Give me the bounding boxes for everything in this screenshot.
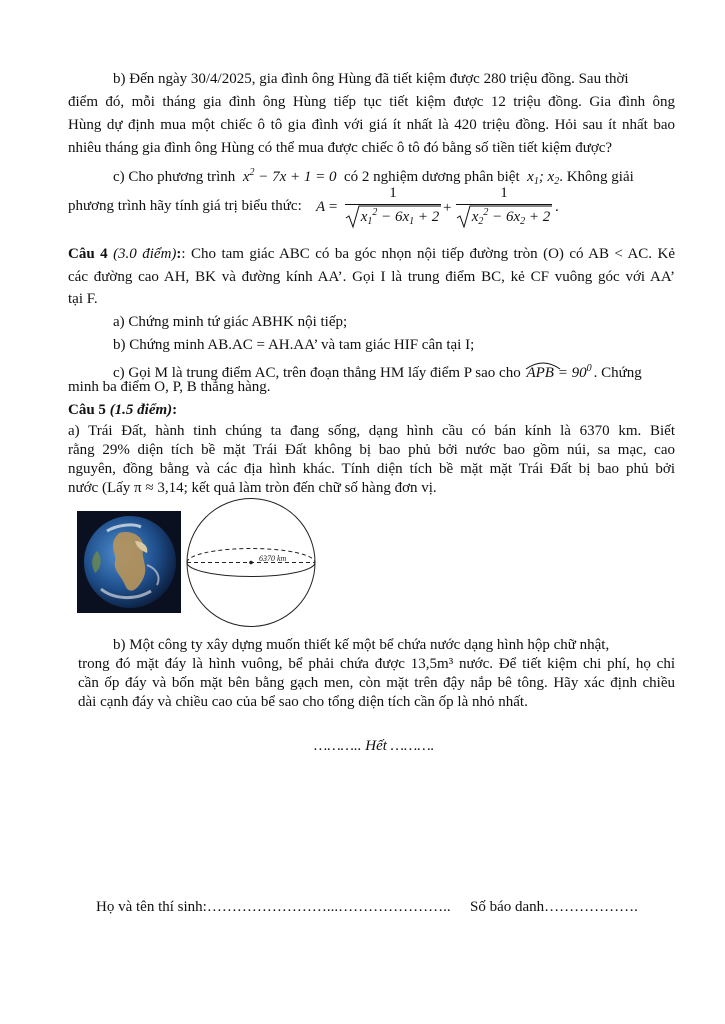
q4-label: Câu 4: [68, 246, 108, 262]
q3c-mid: có 2 nghiệm dương phân biệt: [344, 169, 520, 185]
q4-line-2: các đường cao AH, BK và đường kính AA’. Gọi I là trung điểm BC, kẻ CF vuông góc với AA’: [68, 269, 675, 285]
q5b-line-4: dài cạnh đáy và chiều cao của bể sao cho tổng diện tích cần ốp là nhỏ nhất.: [78, 694, 528, 710]
radius-label: 6370 km: [259, 554, 287, 563]
q4-line-3: tại F.: [68, 291, 98, 307]
fraction-1: 1 $x_1^2 - 6x_1 + 2$: [345, 185, 441, 227]
end-marker: ……….. Hết ……….: [314, 738, 435, 754]
q4-part-c-2: minh ba điểm O, P, B thẳng hàng.: [68, 379, 271, 395]
q5a-line-2: rằng 29% diện tích bề mặt Trái Đất không bị bao phủ bởi nước bao gồm núi, sa mạc, cao: [68, 442, 675, 458]
q4-text-1: : Cho tam giác ABC có ba góc nhọn nội tiếp đường tròn (O) có AB < AC. Kẻ: [181, 246, 675, 262]
fraction-2: 1 $x_2^2 - 6x_2 + 2$: [456, 185, 552, 227]
q5a-line-1: a) Trái Đất, hành tinh chúng ta đang sống, dạng hình cầu có bán kính là 6370 km. Biết: [68, 423, 675, 439]
earth-image: [77, 511, 181, 613]
q4-c-tail: . Chứng: [593, 365, 642, 381]
q3b-line-4: nhiêu tháng gia đình ông Hùng có thể mua được chiếc ô tô đó bằng số tiền tiết kiệm được?: [68, 140, 613, 156]
candidate-number-field: Số báo danh……………….: [470, 899, 638, 915]
angle-APB: APB = $90^0$: [524, 365, 593, 381]
sqrt-symbol-1: [345, 205, 441, 229]
q3b-line-1: b) Đến ngày 30/4/2025, gia đình ông Hùng đã tiết kiệm được 280 triệu đồng. Sau thời: [113, 71, 629, 87]
q3c-line-2: phương trình hãy tính giá trị biểu thức:: [68, 198, 302, 214]
arc-symbol: [525, 360, 561, 370]
plus-sign: +: [443, 200, 452, 216]
candidate-name-field: Họ và tên thí sinh:……………………...…………………..: [96, 899, 451, 915]
roots-notation: $x_1$; $x_2$: [523, 169, 560, 187]
q5-label: Câu 5: [68, 402, 106, 418]
q3c-intro: c) Cho phương trình: [113, 169, 236, 185]
q5b-line-1: b) Một công ty xây dựng muốn thiết kế một bể chứa nước dạng hình hộp chữ nhật,: [113, 637, 610, 653]
q5-points: (1.5 điểm): [109, 402, 173, 418]
q5b-line-2: trong đó mặt đáy là hình vuông, bể phải chứa được 13,5m³ nước. Để tiết kiệm chi phí, họ chỉ: [78, 656, 675, 672]
q3c-tail: . Không giải: [559, 169, 634, 185]
q5a-line-3: nguyên, đồng bằng và các địa hình khác. Tính diện tích bề mặt mặt Trái Đất bị bao phủ bởi: [68, 461, 675, 477]
equation: $x^2 - 7x + 1 = 0$: [239, 167, 341, 185]
q5b-line-3: cần ốp đáy và bốn mặt bên bằng gạch men, còn mặt trên đậy nắp bê tông. Hãy xác định chiều: [78, 675, 675, 691]
q5a-line-4: nước (Lấy π ≈ 3,14; kết quả làm tròn đến chữ số hàng đơn vị.: [68, 480, 437, 496]
q4-part-b: b) Chứng minh AB.AC = AH.AA’ và tam giác HIF cân tại I;: [113, 337, 475, 353]
q4-points: (3.0 điểm): [113, 246, 177, 262]
q3b-line-3: Hùng dự định mua một chiếc ô tô gia đình với giá ít nhất là 420 triệu đồng. Hỏi sau ít nhất bao: [68, 117, 675, 133]
q4-c-text: c) Gọi M là trung điểm AC, trên đoạn thẳng HM lấy điểm P sao cho: [113, 365, 521, 381]
sphere-diagram: [181, 497, 321, 628]
sqrt-symbol-2: [456, 205, 552, 229]
q4-part-a: a) Chứng minh tứ giác ABHK nội tiếp;: [113, 314, 348, 330]
expr-end-dot: .: [555, 199, 559, 215]
q4-line-1: Câu 4 (3.0 điểm):: Cho tam giác ABC có ba góc nhọn nội tiếp đường tròn (O) có AB < AC. Kẻ: [68, 246, 675, 262]
q3b-line-2: điểm đó, mỗi tháng gia đình ông Hùng tiếp tục tiết kiệm được 12 triệu đồng. Gia đình ông: [68, 94, 675, 110]
q5-heading: Câu 5 (1.5 điểm):: [68, 402, 178, 418]
expr-A-label: A =: [316, 199, 338, 215]
